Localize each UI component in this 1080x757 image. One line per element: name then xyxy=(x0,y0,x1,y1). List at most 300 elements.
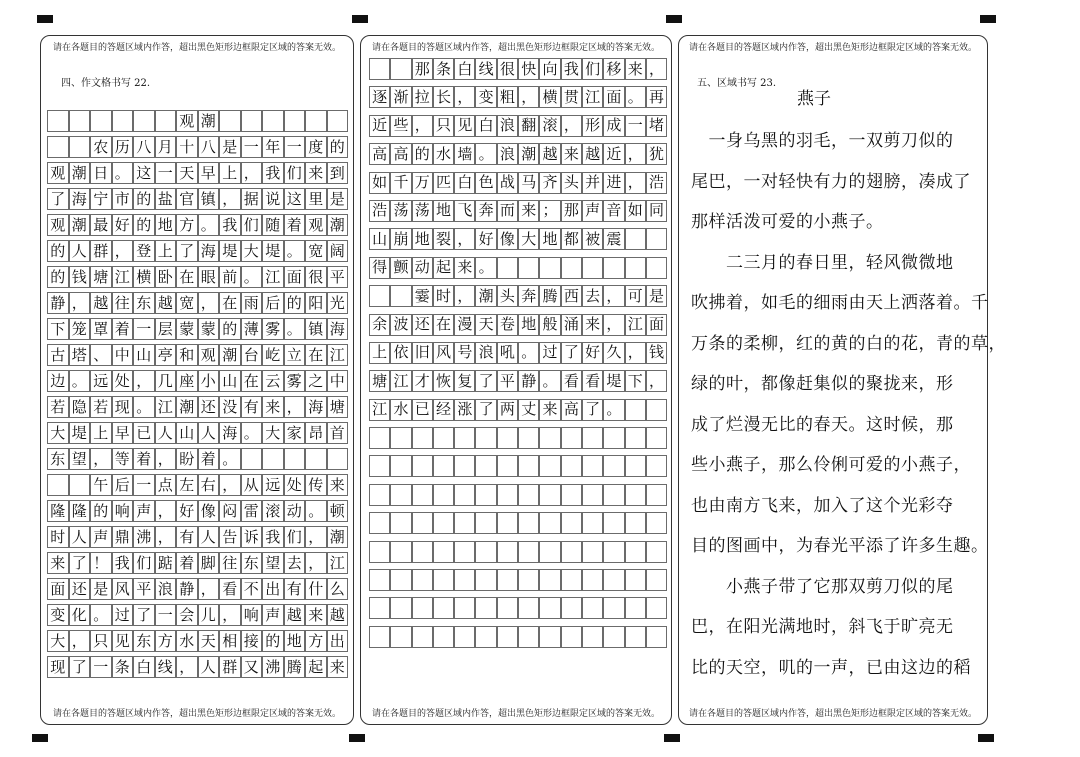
handwritten-char: 闷 xyxy=(222,501,238,520)
grid-cell xyxy=(390,370,411,392)
handwritten-char: 台 xyxy=(243,345,259,364)
grid-cell xyxy=(176,552,198,574)
grid-cell xyxy=(133,656,155,678)
grid-cell xyxy=(219,344,241,366)
handwritten-char: 若 xyxy=(50,397,66,416)
grid-cell xyxy=(284,110,306,132)
handwritten-char: 小 xyxy=(200,371,216,390)
grid-cell xyxy=(475,314,496,336)
grid-cell xyxy=(539,200,560,222)
handwritten-char: 着 xyxy=(200,449,216,468)
grid-cell xyxy=(112,604,134,626)
grid-cell xyxy=(90,604,112,626)
grid-cell xyxy=(133,110,155,132)
grid-cell xyxy=(561,427,582,449)
handwritten-char: 江 xyxy=(627,315,643,334)
grid-cell xyxy=(475,172,496,194)
grid-cell xyxy=(412,541,433,563)
handwritten-char: 们 xyxy=(286,527,302,546)
grid-cell xyxy=(369,569,390,591)
grid-cell xyxy=(262,604,284,626)
grid-cell xyxy=(155,292,177,314)
grid-cell xyxy=(454,257,475,279)
grid-cell xyxy=(198,474,220,496)
handwritten-char: ， xyxy=(627,173,643,192)
grid-cell xyxy=(176,240,198,262)
handwritten-char: 并 xyxy=(585,173,601,192)
registration-mark xyxy=(32,734,48,742)
grid-cell xyxy=(646,200,667,222)
grid-cell xyxy=(518,455,539,477)
grid-cell xyxy=(262,474,284,496)
handwritten-char: 堤 xyxy=(265,241,281,260)
grid-cell xyxy=(305,448,327,470)
handwritten-char: 古 xyxy=(50,345,66,364)
grid-cell xyxy=(561,58,582,80)
handwritten-char: ， xyxy=(243,163,259,182)
grid-cell xyxy=(262,240,284,262)
handwritten-char: 一 xyxy=(136,475,152,494)
grid-cell xyxy=(176,656,198,678)
handwritten-char: 高 xyxy=(563,400,579,419)
handwritten-char: 沸 xyxy=(265,657,281,676)
grid-cell xyxy=(133,136,155,158)
grid-cell xyxy=(133,370,155,392)
grid-cell xyxy=(241,396,263,418)
grid-cell xyxy=(241,578,263,600)
handwriting-line: 一身乌黑的羽毛，一双剪刀似的 xyxy=(691,131,954,151)
handwritten-char: 的 xyxy=(329,137,345,156)
handwritten-char: 裂 xyxy=(436,229,452,248)
handwritten-char: ， xyxy=(457,87,473,106)
handwritten-char: 是 xyxy=(222,137,238,156)
grid-cell xyxy=(327,448,349,470)
grid-cell xyxy=(497,115,518,137)
grid-cell xyxy=(561,512,582,534)
grid-cell xyxy=(305,526,327,548)
grid-cell xyxy=(369,257,390,279)
grid-cell xyxy=(646,228,667,250)
grid-cell xyxy=(625,86,646,108)
grid-cell xyxy=(475,541,496,563)
grid-cell xyxy=(646,314,667,336)
handwritten-char: 崩 xyxy=(393,229,409,248)
handwritten-char: ！ xyxy=(93,553,109,572)
grid-cell xyxy=(112,500,134,522)
grid-cell xyxy=(47,240,69,262)
grid-cell xyxy=(90,422,112,444)
handwritten-char: 出 xyxy=(329,631,345,650)
handwritten-char: 雷 xyxy=(243,501,259,520)
handwritten-char: 传 xyxy=(308,475,324,494)
grid-cell xyxy=(369,427,390,449)
handwritten-char: 什 xyxy=(308,579,324,598)
handwritten-char: 、 xyxy=(93,345,109,364)
grid-cell xyxy=(518,370,539,392)
grid-cell xyxy=(241,526,263,548)
handwritten-char: 向 xyxy=(542,59,558,78)
grid-cell xyxy=(47,396,69,418)
grid-cell xyxy=(133,240,155,262)
grid-cell xyxy=(646,172,667,194)
handwritten-char: 罩 xyxy=(93,319,109,338)
handwritten-char: 十 xyxy=(179,137,195,156)
handwritten-char: 奔 xyxy=(521,286,537,305)
handwritten-char: 如 xyxy=(372,173,388,192)
handwritten-char: 面 xyxy=(649,315,665,334)
handwritten-char: 宁 xyxy=(93,189,109,208)
handwritten-char: 了 xyxy=(71,657,87,676)
grid-cell xyxy=(539,143,560,165)
handwritten-char: 的 xyxy=(265,631,281,650)
grid-cell xyxy=(305,110,327,132)
grid-cell xyxy=(47,552,69,574)
grid-cell xyxy=(155,526,177,548)
grid-cell xyxy=(305,422,327,444)
grid-cell xyxy=(497,228,518,250)
grid-cell xyxy=(539,342,560,364)
grid-cell xyxy=(112,292,134,314)
handwritten-char: 面 xyxy=(50,579,66,598)
grid-cell xyxy=(539,569,560,591)
grid-cell xyxy=(305,240,327,262)
handwritten-char: 镇 xyxy=(308,319,324,338)
handwritten-char: 群 xyxy=(93,241,109,260)
grid-cell xyxy=(198,110,220,132)
handwritten-char: 高 xyxy=(372,144,388,163)
handwritten-char: 时 xyxy=(436,286,452,305)
handwritten-char: 来 xyxy=(308,163,324,182)
handwritten-char: 浪 xyxy=(499,144,515,163)
handwritten-char: 面 xyxy=(606,87,622,106)
handwritten-char: 看 xyxy=(222,579,238,598)
grid-cell xyxy=(561,541,582,563)
handwritten-char: 来 xyxy=(308,605,324,624)
handwritten-char: 变 xyxy=(50,605,66,624)
handwritten-char: 们 xyxy=(286,163,302,182)
handwritten-char: 早 xyxy=(114,423,130,442)
grid-cell xyxy=(475,257,496,279)
grid-cell xyxy=(241,656,263,678)
handwritten-char: 近 xyxy=(372,116,388,135)
grid-cell xyxy=(497,399,518,421)
grid-cell xyxy=(475,285,496,307)
handwritten-char: 见 xyxy=(114,631,130,650)
handwritten-char: ， xyxy=(627,144,643,163)
grid-cell xyxy=(305,656,327,678)
handwritten-char: 早 xyxy=(200,163,216,182)
registration-mark xyxy=(980,15,996,23)
grid-cell xyxy=(369,228,390,250)
grid-cell xyxy=(582,143,603,165)
grid-cell xyxy=(433,597,454,619)
grid-cell xyxy=(133,474,155,496)
handwritten-char: 地 xyxy=(542,229,558,248)
grid-cell xyxy=(284,422,306,444)
grid-cell xyxy=(582,257,603,279)
grid-cell xyxy=(475,399,496,421)
handwritten-char: 宽 xyxy=(308,241,324,260)
grid-cell xyxy=(155,630,177,652)
grid-cell xyxy=(603,541,624,563)
grid-cell xyxy=(518,314,539,336)
grid-cell xyxy=(625,200,646,222)
handwritten-char: 左 xyxy=(179,475,195,494)
grid-cell xyxy=(262,136,284,158)
grid-cell xyxy=(433,314,454,336)
handwritten-char: 音 xyxy=(606,201,622,220)
handwritten-char: 江 xyxy=(157,397,173,416)
handwritten-char: 钱 xyxy=(71,267,87,286)
handwritten-char: 腾 xyxy=(542,286,558,305)
grid-cell xyxy=(262,552,284,574)
grid-cell xyxy=(90,188,112,210)
grid-cell xyxy=(133,578,155,600)
answer-area-notice: 请在各题目的答题区域内作答，超出黑色矩形边框限定区域的答案无效。 xyxy=(371,709,660,719)
handwritten-char: 静 xyxy=(179,579,195,598)
grid-cell xyxy=(112,552,134,574)
grid-cell xyxy=(561,143,582,165)
handwritten-char: 亭 xyxy=(157,345,173,364)
grid-cell xyxy=(155,552,177,574)
handwritten-char: 观 xyxy=(50,215,66,234)
handwritten-char: 们 xyxy=(243,215,259,234)
handwritten-char: 堵 xyxy=(649,116,665,135)
grid-cell xyxy=(90,110,112,132)
grid-cell xyxy=(390,597,411,619)
grid-cell xyxy=(390,455,411,477)
grid-cell xyxy=(518,342,539,364)
handwritten-char: ， xyxy=(457,286,473,305)
grid-cell xyxy=(284,136,306,158)
grid-cell xyxy=(369,512,390,534)
essay-title: 燕子 xyxy=(797,89,831,109)
grid-cell xyxy=(625,484,646,506)
grid-cell xyxy=(69,474,91,496)
handwritten-char: 。 xyxy=(93,605,109,624)
grid-cell xyxy=(518,86,539,108)
handwritten-char: 雨 xyxy=(243,293,259,312)
handwritten-char: 一 xyxy=(627,116,643,135)
handwritten-char: 潮 xyxy=(521,144,537,163)
grid-cell xyxy=(603,314,624,336)
handwritten-char: 度 xyxy=(308,137,324,156)
grid-cell xyxy=(582,115,603,137)
handwritten-char: 相 xyxy=(222,631,238,650)
handwritten-char: 观 xyxy=(179,111,195,130)
grid-cell xyxy=(327,136,349,158)
handwritten-char: 我 xyxy=(563,59,579,78)
handwritten-char: 海 xyxy=(308,397,324,416)
handwritten-char: 面 xyxy=(286,267,302,286)
grid-cell xyxy=(133,630,155,652)
grid-cell xyxy=(412,342,433,364)
grid-cell xyxy=(155,318,177,340)
grid-cell xyxy=(561,597,582,619)
grid-cell xyxy=(497,541,518,563)
grid-cell xyxy=(69,422,91,444)
handwritten-char: 在 xyxy=(436,315,452,334)
handwritten-char: 之 xyxy=(308,371,324,390)
handwritten-char: 渐 xyxy=(393,87,409,106)
handwritten-char: 几 xyxy=(157,371,173,390)
grid-cell xyxy=(112,370,134,392)
handwritten-char: 薄 xyxy=(243,319,259,338)
grid-cell xyxy=(539,228,560,250)
grid-cell xyxy=(133,604,155,626)
handwritten-char: 很 xyxy=(308,267,324,286)
handwritten-char: 江 xyxy=(585,87,601,106)
grid-cell xyxy=(47,214,69,236)
handwritten-char: 。 xyxy=(71,371,87,390)
grid-cell xyxy=(497,427,518,449)
handwritten-char: 宽 xyxy=(179,293,195,312)
handwritten-char: 来 xyxy=(329,657,345,676)
grid-cell xyxy=(241,266,263,288)
grid-cell xyxy=(646,512,667,534)
grid-cell xyxy=(369,115,390,137)
grid-cell xyxy=(475,512,496,534)
handwritten-char: 霎 xyxy=(414,286,430,305)
grid-cell xyxy=(284,292,306,314)
grid-cell xyxy=(305,630,327,652)
handwritten-char: 来 xyxy=(585,315,601,334)
handwritten-char: 。 xyxy=(627,87,643,106)
handwritten-char: 号 xyxy=(457,343,473,362)
grid-cell xyxy=(454,115,475,137)
grid-cell xyxy=(539,257,560,279)
grid-cell xyxy=(625,172,646,194)
grid-cell xyxy=(369,58,390,80)
grid-cell xyxy=(176,396,198,418)
answer-area-notice: 请在各题目的答题区域内作答，超出黑色矩形边框限定区域的答案无效。 xyxy=(371,43,660,53)
grid-cell xyxy=(47,136,69,158)
handwritten-char: 江 xyxy=(265,267,281,286)
grid-cell xyxy=(561,455,582,477)
grid-cell xyxy=(47,422,69,444)
grid-cell xyxy=(625,626,646,648)
grid-cell xyxy=(198,344,220,366)
grid-cell xyxy=(412,455,433,477)
grid-cell xyxy=(582,172,603,194)
handwritten-char: 一 xyxy=(286,137,302,156)
grid-cell xyxy=(454,512,475,534)
grid-cell xyxy=(603,484,624,506)
grid-cell xyxy=(433,569,454,591)
handwritten-char: 很 xyxy=(499,59,515,78)
grid-cell xyxy=(133,214,155,236)
handwritten-char: 蒙 xyxy=(200,319,216,338)
handwritten-char: ， xyxy=(414,116,430,135)
handwritten-char: 远 xyxy=(93,371,109,390)
handwritten-char: 响 xyxy=(243,605,259,624)
grid-cell xyxy=(561,285,582,307)
handwritten-char: 好 xyxy=(585,343,601,362)
handwriting-line: 小燕子带了它那双剪刀似的尾 xyxy=(691,576,954,597)
registration-mark xyxy=(349,734,365,742)
handwritten-char: 白 xyxy=(457,173,473,192)
grid-cell xyxy=(390,427,411,449)
grid-cell xyxy=(133,318,155,340)
grid-cell xyxy=(69,240,91,262)
grid-cell xyxy=(475,86,496,108)
handwritten-char: 点 xyxy=(157,475,173,494)
grid-cell xyxy=(475,228,496,250)
handwritten-char: 浩 xyxy=(372,201,388,220)
grid-cell xyxy=(112,188,134,210)
grid-cell xyxy=(539,115,560,137)
handwritten-char: 移 xyxy=(606,59,622,78)
grid-cell xyxy=(133,396,155,418)
handwritten-char: 地 xyxy=(414,229,430,248)
grid-cell xyxy=(433,541,454,563)
handwritten-char: 八 xyxy=(200,137,216,156)
grid-cell xyxy=(155,604,177,626)
grid-cell xyxy=(112,526,134,548)
handwritten-char: 奔 xyxy=(478,201,494,220)
grid-cell xyxy=(284,240,306,262)
grid-cell xyxy=(176,370,198,392)
handwritten-char: 边 xyxy=(50,371,66,390)
grid-cell xyxy=(390,86,411,108)
grid-cell xyxy=(241,162,263,184)
grid-cell xyxy=(625,399,646,421)
handwritten-char: 线 xyxy=(478,59,494,78)
handwritten-char: 。 xyxy=(606,400,622,419)
grid-cell xyxy=(133,344,155,366)
grid-cell xyxy=(47,292,69,314)
handwritten-char: 了 xyxy=(478,371,494,390)
handwritten-char: 后 xyxy=(265,293,281,312)
handwritten-char: 潮 xyxy=(329,215,345,234)
handwritten-char: 的 xyxy=(414,144,430,163)
grid-cell xyxy=(539,626,560,648)
grid-cell xyxy=(69,188,91,210)
handwritten-char: 大 xyxy=(265,423,281,442)
handwritten-char: 眼 xyxy=(200,267,216,286)
grid-cell xyxy=(497,285,518,307)
handwritten-char: 了 xyxy=(478,400,494,419)
grid-cell xyxy=(327,162,349,184)
grid-cell xyxy=(305,396,327,418)
handwritten-char: 。 xyxy=(478,258,494,277)
handwritten-char: 一 xyxy=(93,657,109,676)
handwritten-char: ， xyxy=(457,229,473,248)
handwriting-line: 尾巴，一对轻快有力的翅膀，凑成了 xyxy=(691,171,971,192)
grid-cell xyxy=(390,115,411,137)
answer-area-notice: 请在各题目的答题区域内作答，超出黑色矩形边框限定区域的答案无效。 xyxy=(52,709,341,719)
handwritten-char: 在 xyxy=(179,267,195,286)
grid-cell xyxy=(219,396,241,418)
grid-cell xyxy=(646,370,667,392)
grid-cell xyxy=(198,422,220,444)
grid-cell xyxy=(582,597,603,619)
handwritten-char: 变 xyxy=(478,87,494,106)
grid-cell xyxy=(176,162,198,184)
grid-cell xyxy=(305,578,327,600)
grid-cell xyxy=(412,597,433,619)
grid-cell xyxy=(219,136,241,158)
grid-cell xyxy=(219,162,241,184)
handwritten-char: 人 xyxy=(200,527,216,546)
grid-cell xyxy=(176,214,198,236)
handwritten-char: 头 xyxy=(563,173,579,192)
handwritten-char: ， xyxy=(71,293,87,312)
grid-cell xyxy=(454,342,475,364)
grid-cell xyxy=(305,604,327,626)
handwritten-char: ， xyxy=(521,87,537,106)
grid-cell xyxy=(646,399,667,421)
